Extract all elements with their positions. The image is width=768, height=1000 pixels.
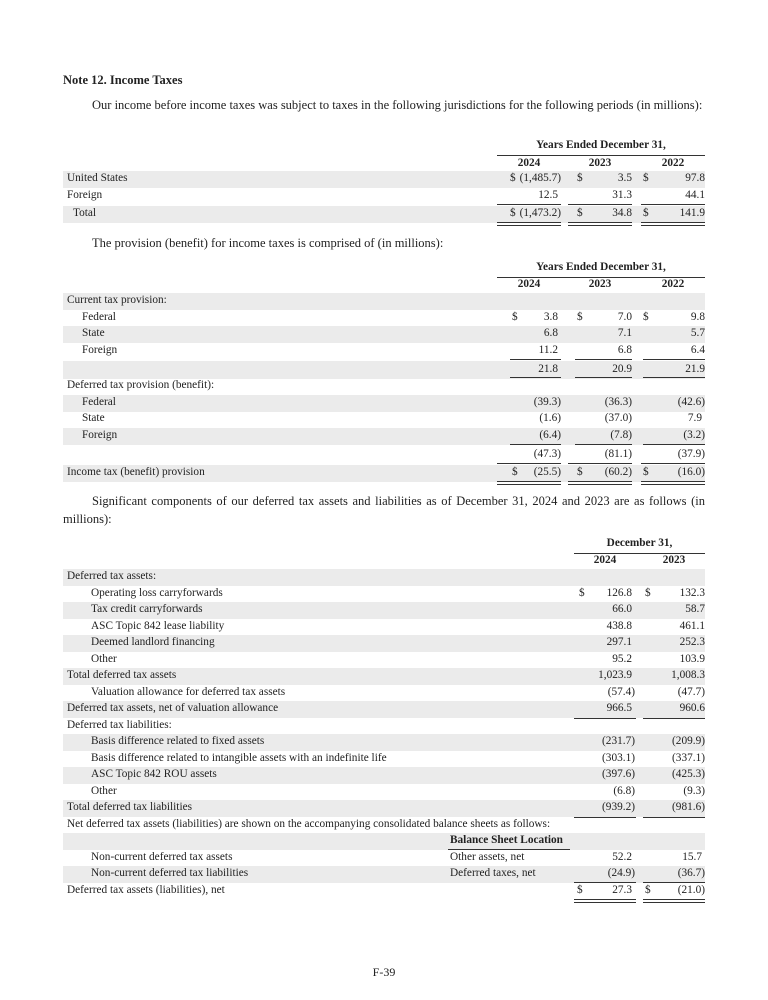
table-row — [63, 751, 705, 768]
value-2024: 966.5 — [606, 702, 632, 714]
row-label: United States — [67, 172, 128, 184]
dollar-sign: $ — [643, 207, 649, 219]
value-2022: 21.9 — [685, 363, 705, 375]
row-label: State — [82, 327, 105, 339]
row-label: Net deferred tax assets (liabilities) are shown on the accompanying consolidated balance sheets as follows: — [67, 818, 551, 830]
value-2024: (24.9) — [607, 867, 635, 879]
row-label: Foreign — [82, 429, 118, 441]
dollar-sign: $ — [577, 466, 583, 478]
value-2023: (337.1) — [672, 752, 705, 764]
total-double-rule — [641, 481, 705, 485]
row-label: Current tax provision: — [67, 294, 167, 306]
table-row-total — [63, 701, 705, 718]
value-2024: (47.3) — [533, 448, 561, 460]
value-2023: 15.7 — [682, 851, 702, 863]
row-label: Total deferred tax liabilities — [67, 801, 192, 813]
value-2023: (36.7) — [677, 867, 705, 879]
dollar-sign: $ — [577, 172, 583, 184]
row-label: Non-current deferred tax assets — [91, 851, 233, 863]
balance-sheet-location-header: Balance Sheet Location — [450, 834, 563, 846]
table-row — [63, 619, 705, 636]
row-label: Deferred tax provision (benefit): — [67, 379, 215, 391]
value-2022: 9.8 — [690, 311, 705, 323]
value-2023: 103.9 — [679, 653, 705, 665]
table2-year-2023: 2023 — [588, 278, 612, 290]
value-2023: (36.3) — [604, 396, 632, 408]
total-double-rule — [643, 899, 705, 903]
value-2024: (6.4) — [539, 429, 561, 441]
subtotal-rule — [510, 444, 561, 445]
total-double-rule — [497, 222, 561, 226]
value-2024: (57.4) — [607, 686, 635, 698]
table-row — [63, 343, 705, 360]
balance-sheet-note-row — [63, 817, 705, 834]
table-row — [63, 734, 705, 751]
intro-paragraph-jurisdictions: Our income before income taxes was subject to taxes in the following jurisdictions for the following periods (in millions): — [92, 98, 703, 112]
section-header-row — [63, 569, 705, 586]
subtotal-rule — [497, 204, 561, 205]
value-2023: (81.1) — [604, 448, 632, 460]
table2-year-2022: 2022 — [661, 278, 685, 290]
dollar-sign: $ — [512, 466, 518, 478]
table-row-total — [63, 465, 705, 482]
table-row — [63, 866, 705, 883]
total-double-rule — [568, 481, 632, 485]
table-row — [63, 685, 705, 702]
table-row — [63, 395, 705, 412]
section-header-row — [63, 718, 705, 735]
subtotal-rule — [643, 444, 705, 445]
dollar-sign: $ — [643, 172, 649, 184]
row-label: Foreign — [82, 344, 118, 356]
table-row — [63, 171, 705, 188]
value-2024: 297.1 — [606, 636, 632, 648]
value-2022: (3.2) — [683, 429, 705, 441]
value-2022: 7.9 — [687, 412, 702, 424]
value-2024: (25.5) — [533, 466, 561, 478]
value-2024: (397.6) — [602, 768, 635, 780]
value-2024: 12.5 — [538, 189, 558, 201]
value-2023: 461.1 — [679, 620, 705, 632]
row-label: Other — [91, 785, 117, 797]
row-label: ASC Topic 842 ROU assets — [91, 768, 217, 780]
value-2024: 52.2 — [612, 851, 632, 863]
row-label: Other — [91, 653, 117, 665]
value-2022: 97.8 — [685, 172, 705, 184]
table2-year-2024: 2024 — [517, 278, 541, 290]
table-row-total — [63, 883, 705, 900]
table-row — [63, 767, 705, 784]
value-2024: 3.8 — [543, 311, 558, 323]
table3-year-2024: 2024 — [593, 554, 617, 566]
value-2024: 126.8 — [606, 587, 632, 599]
table1-year-2022: 2022 — [661, 157, 685, 169]
value-2023: 3.5 — [617, 172, 632, 184]
table-row — [63, 602, 705, 619]
subtotal-rule — [568, 204, 632, 205]
value-2023: (9.3) — [683, 785, 705, 797]
value-2022: 6.4 — [690, 344, 705, 356]
dollar-sign: $ — [510, 172, 516, 184]
value-2024: (303.1) — [602, 752, 635, 764]
value-2023: 960.6 — [679, 702, 705, 714]
section-header-row — [63, 378, 705, 395]
table-row-total — [63, 668, 705, 685]
row-label: Deemed landlord financing — [91, 636, 215, 648]
dollar-sign: $ — [645, 587, 651, 599]
row-label: Deferred tax assets, net of valuation allowance — [67, 702, 279, 714]
row-label: Deferred tax assets (liabilities), net — [67, 884, 225, 896]
total-rule — [497, 463, 561, 464]
table-row-total — [63, 800, 705, 817]
note-title: Note 12. Income Taxes — [63, 73, 183, 87]
value-2022: (42.6) — [677, 396, 705, 408]
value-2024: (1,473.2) — [519, 207, 561, 219]
value-2023: 58.7 — [685, 603, 705, 615]
table-row-total — [63, 206, 705, 223]
dollar-sign: $ — [577, 884, 583, 896]
value-2023: 31.3 — [612, 189, 632, 201]
total-rule — [568, 463, 632, 464]
row-label: Basis difference related to intangible assets with an indefinite life — [91, 752, 387, 764]
value-2022: (16.0) — [677, 466, 705, 478]
value-2024: (939.2) — [602, 801, 635, 813]
value-2023: 20.9 — [612, 363, 632, 375]
total-rule — [641, 463, 705, 464]
value-2022: 44.1 — [685, 189, 705, 201]
table-row — [63, 188, 705, 205]
intro-paragraph-provision: The provision (benefit) for income taxes is comprised of (in millions): — [92, 236, 444, 250]
value-2023: (47.7) — [677, 686, 705, 698]
value-2024: 95.2 — [612, 653, 632, 665]
value-2024: 66.0 — [612, 603, 632, 615]
table-row — [63, 411, 705, 428]
section-header-row — [63, 293, 705, 310]
value-2023: 7.0 — [617, 311, 632, 323]
row-label: Deferred tax assets: — [67, 570, 157, 582]
total-double-rule — [641, 222, 705, 226]
subtotal-rule — [641, 204, 705, 205]
value-2024: 6.8 — [543, 327, 558, 339]
value-2022: (37.9) — [677, 448, 705, 460]
value-2023: (37.0) — [604, 412, 632, 424]
value-2024: 438.8 — [606, 620, 632, 632]
page-number: F-39 — [372, 965, 396, 979]
table3-year-2023: 2023 — [662, 554, 686, 566]
value-2024: (231.7) — [602, 735, 635, 747]
value-2023: 7.1 — [617, 327, 632, 339]
table-row — [63, 428, 705, 445]
value-2024: 21.8 — [538, 363, 558, 375]
row-label: Federal — [82, 396, 116, 408]
table3-header-group: December 31, — [606, 537, 673, 549]
value-2022: 141.9 — [679, 207, 705, 219]
table-row — [63, 635, 705, 652]
row-label: Foreign — [67, 189, 103, 201]
value-2024: (1.6) — [539, 412, 561, 424]
value-2023: 6.8 — [617, 344, 632, 356]
subtotal-rule — [643, 359, 705, 360]
value-2023: (981.6) — [672, 801, 705, 813]
table1-year-2023: 2023 — [588, 157, 612, 169]
row-label: Income tax (benefit) provision — [67, 466, 205, 478]
balance-sheet-header-row — [63, 833, 705, 850]
value-2022: 5.7 — [690, 327, 705, 339]
value-2023: (209.9) — [672, 735, 705, 747]
row-label: Operating loss carryforwards — [91, 587, 223, 599]
dollar-sign: $ — [645, 884, 651, 896]
value-2024: (6.8) — [613, 785, 635, 797]
value-2024: 1,023.9 — [598, 669, 632, 681]
total-double-rule — [568, 222, 632, 226]
row-label: Total — [73, 207, 97, 219]
dollar-sign: $ — [510, 207, 516, 219]
table-row — [63, 326, 705, 343]
dollar-sign: $ — [643, 466, 649, 478]
row-label: Valuation allowance for deferred tax assets — [91, 686, 286, 698]
value-2023: (425.3) — [672, 768, 705, 780]
dollar-sign: $ — [643, 311, 649, 323]
table-row — [63, 310, 705, 327]
value-2023: 132.3 — [679, 587, 705, 599]
total-double-rule — [497, 481, 561, 485]
subtotal-rule — [510, 359, 561, 360]
row-label: ASC Topic 842 lease liability — [91, 620, 225, 632]
value-2023: 252.3 — [679, 636, 705, 648]
table-row — [63, 850, 705, 867]
balance-sheet-location: Deferred taxes, net — [450, 867, 536, 879]
value-2023: 34.8 — [612, 207, 632, 219]
row-label: Tax credit carryforwards — [91, 603, 203, 615]
table-row — [63, 784, 705, 801]
value-2024: 27.3 — [612, 884, 632, 896]
dollar-sign: $ — [579, 587, 585, 599]
table-row — [63, 652, 705, 669]
value-2023: 1,008.3 — [671, 669, 705, 681]
table1-year-2024: 2024 — [517, 157, 541, 169]
subtotal-row-deferred — [63, 446, 705, 464]
value-2024: (39.3) — [533, 396, 561, 408]
row-label: Federal — [82, 311, 116, 323]
row-label: Non-current deferred tax liabilities — [91, 867, 249, 879]
row-label: Total deferred tax assets — [67, 669, 177, 681]
row-label: State — [82, 412, 105, 424]
value-2024: (1,485.7) — [519, 172, 561, 184]
dollar-sign: $ — [577, 311, 583, 323]
value-2023: (60.2) — [604, 466, 632, 478]
row-label: Basis difference related to fixed assets — [91, 735, 265, 747]
balance-sheet-location: Other assets, net — [450, 851, 525, 863]
value-2023: (21.0) — [677, 884, 705, 896]
dollar-sign: $ — [577, 207, 583, 219]
subtotal-rule — [575, 444, 632, 445]
row-label: Deferred tax liabilities: — [67, 719, 172, 731]
intro-paragraph-deferred: Significant components of our deferred tax assets and liabilities as of December 31, 2024 and 2023 are as follows (in millions): — [63, 494, 705, 526]
dollar-sign: $ — [512, 311, 518, 323]
table1-header-group: Years Ended December 31, — [536, 139, 666, 151]
value-2024: 11.2 — [538, 344, 558, 356]
table2-header-group: Years Ended December 31, — [536, 261, 666, 273]
total-double-rule — [574, 899, 636, 903]
subtotal-rule — [575, 359, 632, 360]
header-rule — [497, 155, 705, 156]
table-row — [63, 586, 705, 603]
value-2023: (7.8) — [610, 429, 632, 441]
